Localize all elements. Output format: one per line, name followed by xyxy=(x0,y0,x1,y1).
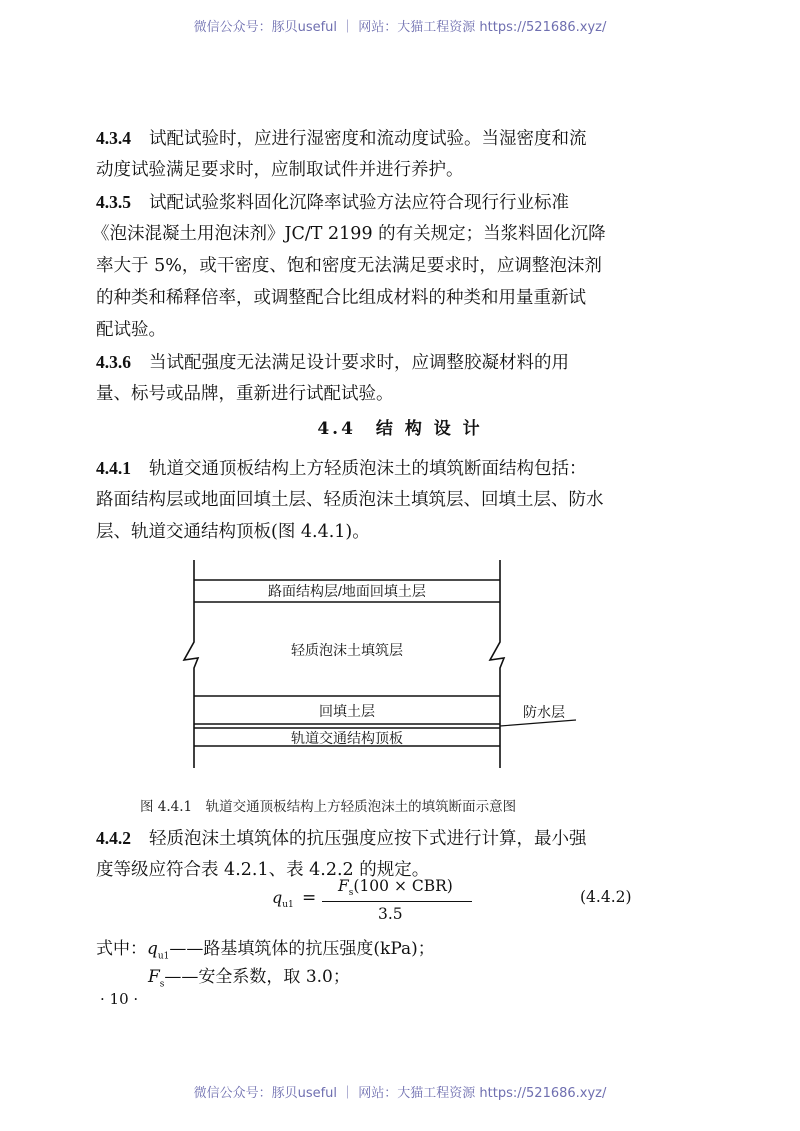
para-4-3-6-line-1: 4.3.6 当试配强度无法满足设计要求时，应调整胶凝材料的用 xyxy=(96,352,569,373)
para-4-3-5-line-4: 的种类和稀释倍率，或调整配合比组成材料的种类和用量重新试 xyxy=(96,288,586,308)
watermark-bottom: 微信公众号：豚贝useful ｜ 网站：大猫工程资源 https://521686.xyz/ xyxy=(193,1086,607,1101)
clause-number: 4.4.1 xyxy=(96,458,131,478)
equation-number: (4.4.2) xyxy=(580,888,632,906)
clause-number: 4.3.4 xyxy=(96,128,131,148)
waterproof-leader xyxy=(500,720,576,726)
section-diagram xyxy=(180,560,600,770)
para-4-3-5-line-3: 率大于 5%，或干密度、饱和密度无法满足要求时，应调整泡沫剂 xyxy=(96,256,602,276)
definition-qu1: 式中：$q_{u1}——$路基填筑体的抗压强度(kPa)； xyxy=(96,939,435,962)
clause-number: 4.3.5 xyxy=(96,192,131,212)
waterproof-label: 防水层 xyxy=(523,704,565,720)
clause-number: 4.4.2 xyxy=(96,828,131,848)
para-4-3-6-line-2: 量、标号或品牌，重新进行试配试验。 xyxy=(96,384,394,404)
right-boundary xyxy=(490,560,504,768)
formula-equals: = xyxy=(302,888,317,908)
formula-4-4-2 xyxy=(0,877,800,923)
layer-label-roof: 轨道交通结构顶板 xyxy=(291,730,403,746)
formula-numerator: $F_s(100 \times CBR)$ xyxy=(338,877,453,899)
figure-caption: 图 4.4.1 轨道交通顶板结构上方轻质泡沫土的填筑断面示意图 xyxy=(140,799,517,815)
section-title: 4.4 结 构 设 计 xyxy=(317,419,483,439)
clause-number: 4.3.6 xyxy=(96,352,131,372)
definition-fs: $F_s——$安全系数，取 3.0； xyxy=(148,967,350,990)
para-4-3-4-line-2: 动度试验满足要求时，应制取试件并进行养护。 xyxy=(96,160,464,180)
layer-label-backfill: 回填土层 xyxy=(319,703,375,719)
para-4-4-1-line-3: 层、轨道交通结构顶板(图 4.4.1)。 xyxy=(96,522,370,542)
para-4-3-5-line-5: 配试验。 xyxy=(96,320,166,340)
page-number: · 10 · xyxy=(100,990,139,1008)
layer-label-road: 路面结构层/地面回填土层 xyxy=(268,583,426,599)
formula-denominator: 3.5 xyxy=(378,905,403,923)
fraction-bar xyxy=(322,901,472,902)
layer-label-foam: 轻质泡沫土填筑层 xyxy=(291,642,403,658)
para-4-4-2-line-2: 度等级应符合表 4.2.1、表 4.2.2 的规定。 xyxy=(96,860,430,880)
para-4-4-1-line-2: 路面结构层或地面回填土层、轻质泡沫土填筑层、回填土层、防水 xyxy=(96,490,604,510)
left-boundary xyxy=(184,560,198,768)
para-4-3-5-line-1: 4.3.5 试配试验浆料固化沉降率试验方法应符合现行行业标准 xyxy=(96,192,569,213)
formula-lhs: $q_{u1}$ xyxy=(272,888,294,911)
para-4-3-5-line-2: 《泡沫混凝土用泡沫剂》JC/T 2199 的有关规定；当浆料固化沉降 xyxy=(92,224,606,244)
watermark-top: 微信公众号：豚贝useful ｜ 网站：大猫工程资源 https://521686.xyz/ xyxy=(193,20,607,35)
para-4-3-4-line-1: 4.3.4 试配试验时，应进行湿密度和流动度试验。当湿密度和流 xyxy=(96,128,587,149)
para-4-4-2-line-1: 4.4.2 轻质泡沫土填筑体的抗压强度应按下式进行计算，最小强 xyxy=(96,828,587,849)
para-4-4-1-line-1: 4.4.1 轨道交通顶板结构上方轻质泡沫土的填筑断面结构包括： xyxy=(96,458,587,479)
